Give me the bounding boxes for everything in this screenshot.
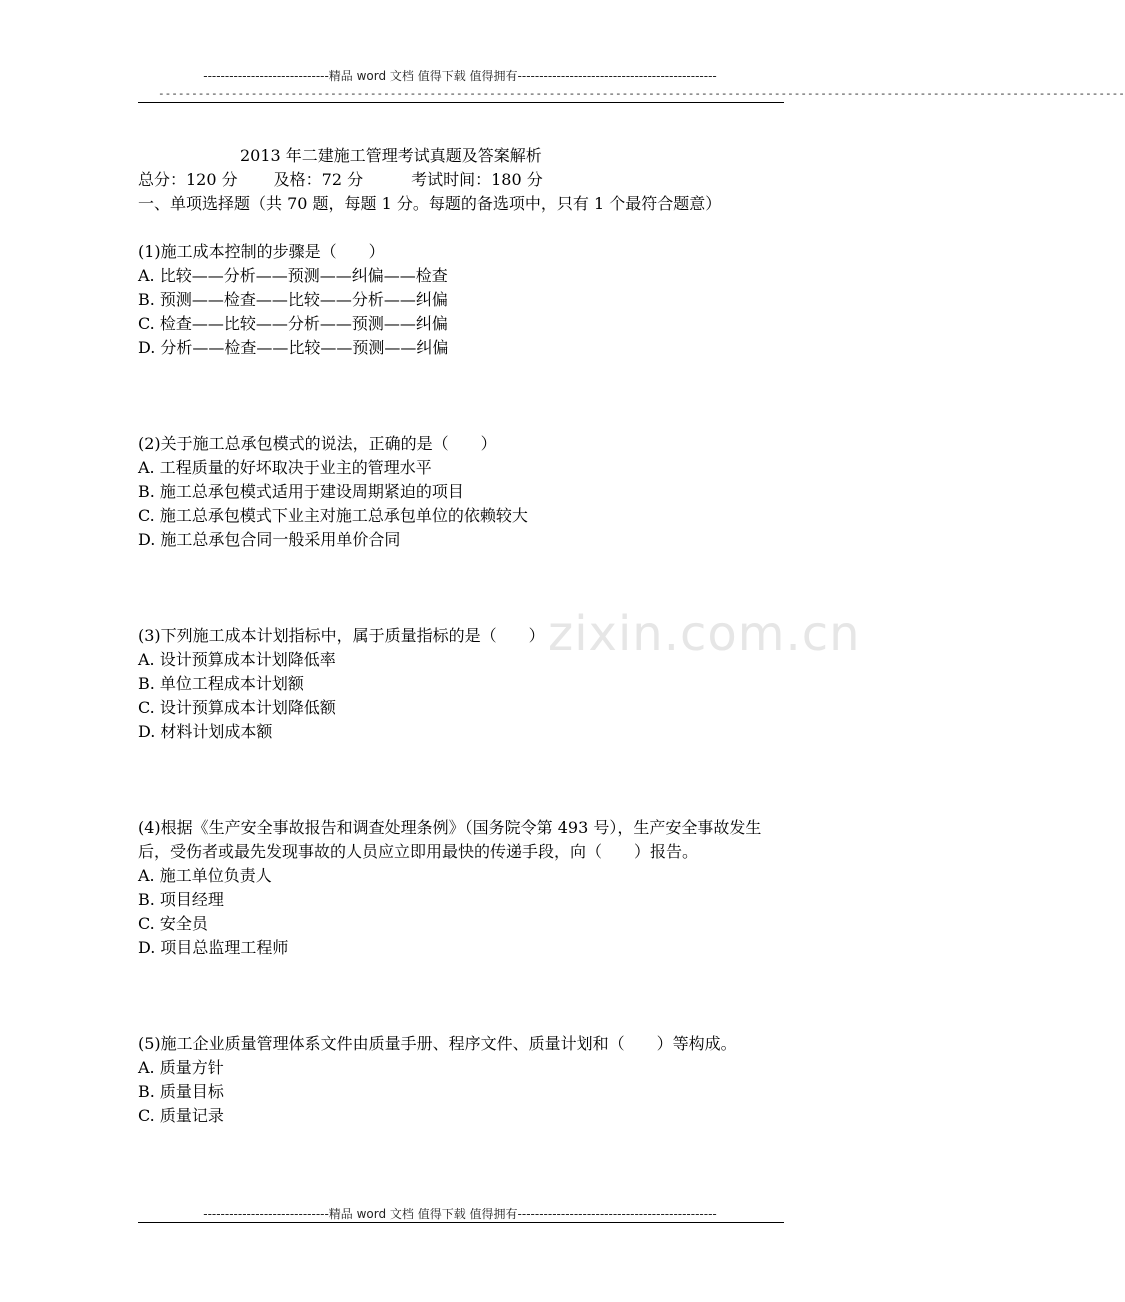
option: D. 项目总监理工程师 bbox=[138, 938, 289, 957]
header-banner: -----------------------------精品 word 文档 值得下载 值得拥有---------------------------------------------- bbox=[203, 69, 717, 83]
option: A. 质量方针 bbox=[138, 1058, 224, 1077]
option: B. 质量目标 bbox=[138, 1082, 224, 1101]
option: B. 预测——检查——比较——分析——纠偏 bbox=[138, 290, 448, 309]
footer-rule bbox=[138, 1222, 784, 1223]
option: D. 分析——检查——比较——预测——纠偏 bbox=[138, 338, 449, 357]
exam-meta bbox=[138, 168, 788, 192]
pass-score: 及格：72 分 bbox=[273, 170, 364, 189]
footer-banner: -----------------------------精品 word 文档 值得下载 值得拥有---------------------------------------------- bbox=[203, 1207, 717, 1221]
option: C. 设计预算成本计划降低额 bbox=[138, 698, 336, 717]
question-stem: (3)下列施工成本计划指标中，属于质量指标的是（ ） bbox=[138, 626, 545, 645]
document-title: 2013 年二建施工管理考试真题及答案解析 bbox=[240, 146, 542, 165]
option: B. 施工总承包模式适用于建设周期紧迫的项目 bbox=[138, 482, 464, 501]
option: C. 检查——比较——分析——预测——纠偏 bbox=[138, 314, 448, 333]
header-rule bbox=[138, 102, 784, 103]
exam-time: 考试时间：180 分 bbox=[411, 170, 543, 189]
total-score: 总分：120 分 bbox=[138, 170, 238, 189]
document-body bbox=[138, 140, 788, 1128]
question-1 bbox=[138, 240, 788, 360]
question-2 bbox=[138, 432, 788, 552]
question-stem: (1)施工成本控制的步骤是（ ） bbox=[138, 242, 385, 261]
option: C. 安全员 bbox=[138, 914, 208, 933]
option: C. 施工总承包模式下业主对施工总承包单位的依赖较大 bbox=[138, 506, 528, 525]
section-heading: 一、单项选择题（共 70 题，每题 1 分。每题的备选项中，只有 1 个最符合题意） bbox=[138, 194, 722, 213]
option: A. 设计预算成本计划降低率 bbox=[138, 650, 336, 669]
option: D. 材料计划成本额 bbox=[138, 722, 273, 741]
header-dashed-rule: -------------------------------------------------------------------------------------------------------------------------------------------------- bbox=[158, 87, 1125, 100]
question-5 bbox=[138, 1032, 788, 1128]
question-stem: (4)根据《生产安全事故报告和调查处理条例》（国务院令第 493 号），生产安全事故发生后，受伤者或最先发现事故的人员应立即用最快的传递手段，向（ ）报告。 bbox=[138, 818, 762, 861]
option: D. 施工总承包合同一般采用单价合同 bbox=[138, 530, 401, 549]
option: C. 质量记录 bbox=[138, 1106, 224, 1125]
option: B. 单位工程成本计划额 bbox=[138, 674, 304, 693]
question-stem: (2)关于施工总承包模式的说法，正确的是（ ） bbox=[138, 434, 497, 453]
option: A. 工程质量的好坏取决于业主的管理水平 bbox=[138, 458, 432, 477]
option: A. 比较——分析——预测——纠偏——检查 bbox=[138, 266, 448, 285]
question-3 bbox=[138, 624, 788, 744]
question-stem: (5)施工企业质量管理体系文件由质量手册、程序文件、质量计划和（ ）等构成。 bbox=[138, 1034, 737, 1053]
option: B. 项目经理 bbox=[138, 890, 224, 909]
question-4 bbox=[138, 816, 788, 960]
option: A. 施工单位负责人 bbox=[138, 866, 272, 885]
watermark: zixin.com.cn bbox=[548, 606, 861, 662]
